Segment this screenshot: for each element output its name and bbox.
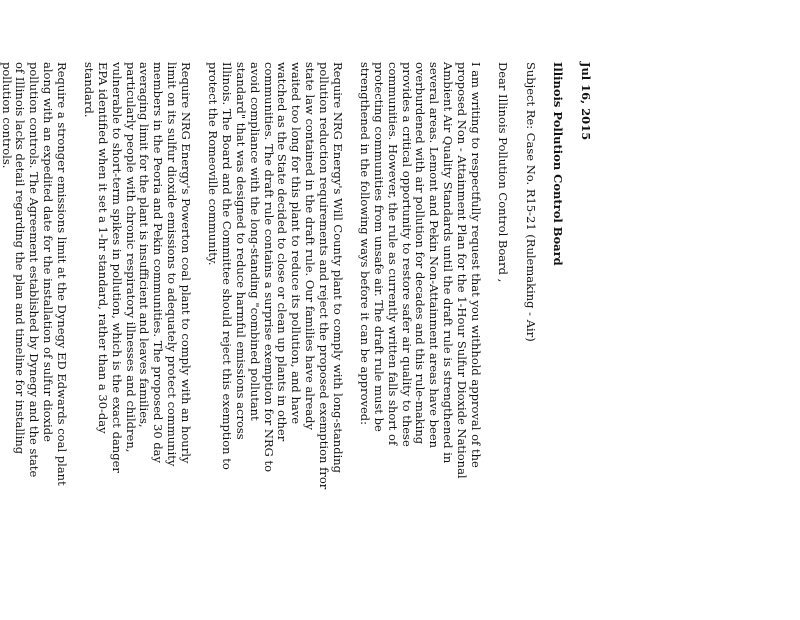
- intro-line: strengthened in the following ways before it can be approved:: [358, 62, 373, 426]
- para2-line: EPA identified when it set a 1-hr standard, rather than a 30-day: [96, 62, 111, 434]
- paragraph-powerton: [82, 62, 192, 620]
- paragraph-ed-edwards: [0, 62, 68, 620]
- para2-line: standard.: [82, 62, 97, 118]
- intro-line: Ambient Air Quality Standards until the draft rule is strengthened in: [441, 62, 456, 464]
- para1-line: pollution reduction requirements and reject the proposed exemption fror: [316, 62, 331, 490]
- para3-line: of Illinois lacks detail regarding the plan and timeline for installing: [13, 62, 28, 455]
- intro-line: several areas. Lemont and Pekin Non-Attainment areas have been: [427, 62, 442, 449]
- para1-line: communities. The draft rule contains a surprise exemption for NRG to: [261, 62, 276, 473]
- intro-paragraph: [357, 62, 481, 620]
- intro-line: proposed Non - Attainment Plan for the 1-Hour Sulfur Dioxide National: [454, 62, 469, 479]
- para1-line: watched as the State decided to close or clean up plants in other: [275, 62, 290, 442]
- para1-line: avoid compliance with the long-standing "combined pollutant: [247, 62, 262, 421]
- para1-line: Require NRG Energy's Will County plant to comply with long-standing: [330, 62, 345, 474]
- para2-line: averaging limit for the plant is insufficient and leaves families,: [137, 62, 152, 428]
- letter-salutation: Dear Illinois Pollution Control Board ,: [496, 62, 511, 283]
- intro-line: I am writing to respectfully request that you withhold approval of the: [468, 62, 483, 468]
- para2-line: vulnerable to short-term spikes in pollution, which is the exact danger: [109, 62, 124, 473]
- para1-line: protect the Romeoville community.: [206, 62, 221, 266]
- para1-line: Illinois. The Board and the Committee should reject this exemption to: [220, 62, 235, 470]
- intro-line: overburdened with air pollution for decades and this rule-making: [413, 62, 428, 445]
- para3-line: pollution controls.: [0, 62, 14, 169]
- para2-line: Require NRG Energy's Powerton coal plant to comply with an hourly: [178, 62, 193, 464]
- letter-subject: Subject Re: Case No. R15-21 (Rulemaking - Air): [523, 62, 538, 342]
- para2-line: members in the Peoria and Pekin communities. The proposed 30 day: [151, 62, 166, 464]
- intro-line: provides a critical opportunity to restore safer air quality to these: [399, 62, 414, 447]
- para2-line: particularly people with chronic respiratory illnesses and children,: [123, 62, 138, 453]
- para1-line: state law contained in the draft rule. Our families have already: [303, 62, 318, 430]
- intro-line: protecting communities from unsafe air. The draft rule must be: [372, 62, 387, 432]
- letter-recipient: Illinois Pollution Control Board: [551, 62, 566, 266]
- para3-line: along with an expedited date for the installation of sulfur dioxide: [40, 62, 55, 442]
- para3-line: Require a stronger emissions limit at the Dynegy ED Edwards coal plant: [54, 62, 69, 486]
- letter-date: Jul 16, 2015: [579, 62, 593, 141]
- para2-line: limit on its sulfur dioxide emissions to adequately protect community: [165, 62, 180, 467]
- paragraph-will-county: [206, 62, 344, 620]
- para1-line: standard" that was designed to reduce harmful emissions across: [234, 62, 249, 440]
- para1-line: waited too long for this plant to reduce its pollution, and have: [289, 62, 304, 425]
- para3-line: pollution controls. The Agreement established by Dynegy and the state: [27, 62, 42, 478]
- intro-line: communities. However, the rule as currently written falls short of: [385, 62, 400, 446]
